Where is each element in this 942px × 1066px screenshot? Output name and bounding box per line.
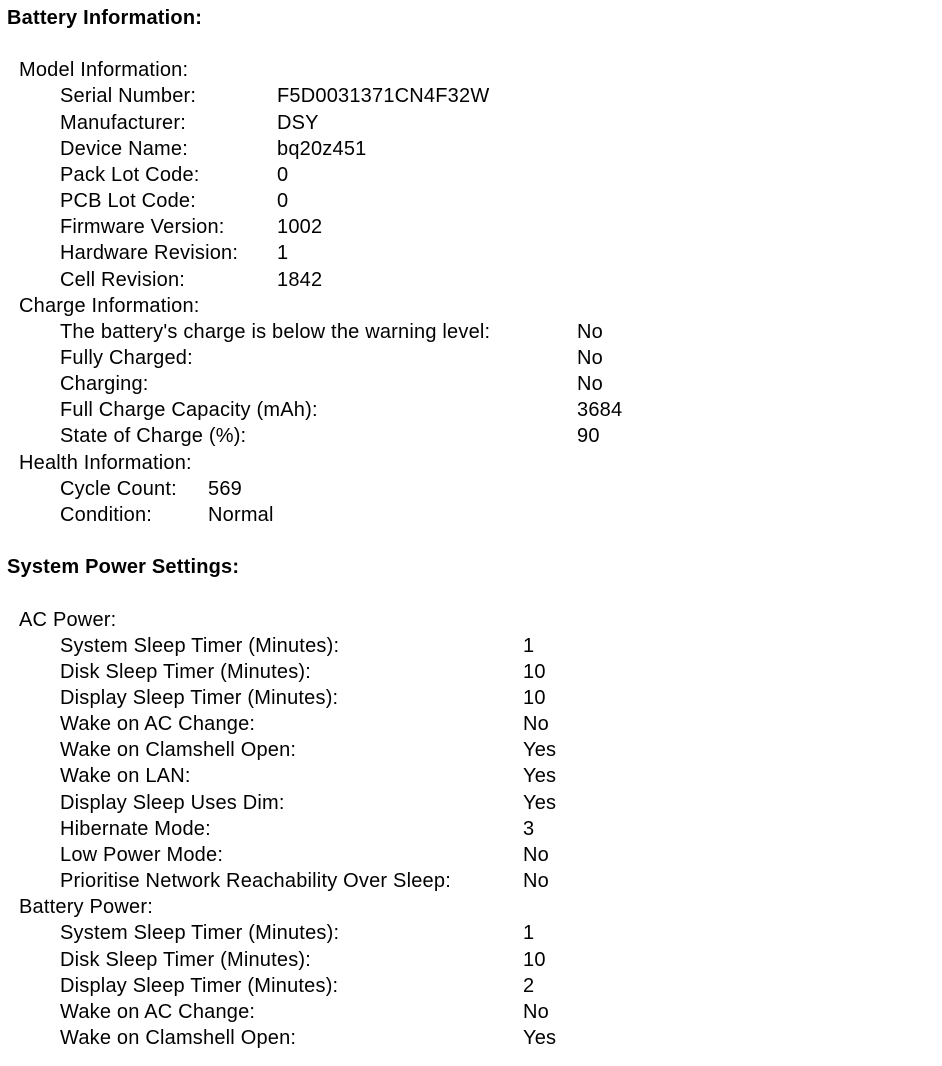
spec-label: Wake on AC Change: <box>60 713 256 736</box>
group-model-information <box>7 57 942 292</box>
spec-label: PCB Lot Code: <box>60 190 197 213</box>
spec-value: 2 <box>523 974 535 997</box>
spec-value: Yes <box>523 1027 557 1050</box>
spec-value: No <box>523 713 549 736</box>
spec-value: 10 <box>523 948 546 971</box>
spec-value: 3684 <box>577 399 623 422</box>
section-title-battery-information: Battery Information: <box>7 7 203 29</box>
spec-row-charging <box>7 371 942 397</box>
spec-label: State of Charge (%): <box>60 425 247 448</box>
spec-row-batt-disk-sleep-timer <box>7 947 942 973</box>
spec-label: Display Sleep Uses Dim: <box>60 791 285 814</box>
spec-value: 1 <box>523 634 535 657</box>
spec-label: System Sleep Timer (Minutes): <box>60 634 340 657</box>
spec-row-full-charge-capacity <box>7 397 942 423</box>
spec-label: Hibernate Mode: <box>60 817 211 840</box>
spec-row-ac-display-sleep-uses-dim <box>7 790 942 816</box>
spec-row-ac-wake-on-ac-change <box>7 711 942 737</box>
spec-value: 10 <box>523 687 546 710</box>
spec-label: Manufacturer: <box>60 111 186 134</box>
spec-row-ac-prioritise-network-reachability <box>7 868 942 894</box>
spec-label: Pack Lot Code: <box>60 163 200 186</box>
spec-value: DSY <box>277 111 319 134</box>
section-system-power-settings <box>7 554 942 1051</box>
spec-value: No <box>523 870 549 893</box>
spec-label: Condition: <box>60 503 153 526</box>
spec-row-ac-low-power-mode <box>7 842 942 868</box>
spec-row-device-name <box>7 136 942 162</box>
group-health-information <box>7 450 942 528</box>
spec-label: Cell Revision: <box>60 268 186 291</box>
spec-row-cycle-count <box>7 476 942 502</box>
spec-value: 1002 <box>277 216 323 239</box>
spec-label: Fully Charged: <box>60 347 193 370</box>
spec-row-batt-wake-on-ac-change <box>7 999 942 1025</box>
spec-value: 1 <box>277 242 289 265</box>
spec-value: No <box>523 843 549 866</box>
spec-label: Cycle Count: <box>60 477 177 500</box>
spec-label: Wake on AC Change: <box>60 1000 256 1023</box>
spec-row-manufacturer <box>7 110 942 136</box>
spec-value: 569 <box>208 477 242 500</box>
spec-label: Display Sleep Timer (Minutes): <box>60 687 339 710</box>
group-charge-information <box>7 293 942 450</box>
group-heading-charge-information: Charge Information: <box>19 294 200 317</box>
spec-value: bq20z451 <box>277 137 367 160</box>
spec-value: No <box>523 1000 549 1023</box>
spec-label: Wake on Clamshell Open: <box>60 739 297 762</box>
group-ac-power <box>7 607 942 895</box>
spec-row-cell-revision <box>7 267 942 293</box>
spec-row-warning-level <box>7 319 942 345</box>
spec-label: System Sleep Timer (Minutes): <box>60 922 340 945</box>
spec-label: Wake on LAN: <box>60 765 191 788</box>
group-heading-model-information: Model Information: <box>19 59 189 82</box>
spec-row-fully-charged <box>7 345 942 371</box>
spec-value: 0 <box>277 190 289 213</box>
spec-label: Serial Number: <box>60 85 197 108</box>
spec-row-ac-disk-sleep-timer <box>7 659 942 685</box>
spec-label: Full Charge Capacity (mAh): <box>60 399 318 422</box>
spec-label: Prioritise Network Reachability Over Sleep: <box>60 870 451 893</box>
spec-value: No <box>577 347 603 370</box>
spec-label: Charging: <box>60 373 149 396</box>
spec-value: 10 <box>523 660 546 683</box>
spec-row-pcb-lot-code <box>7 188 942 214</box>
spec-row-ac-wake-on-clamshell-open <box>7 737 942 763</box>
group-heading-battery-power: Battery Power: <box>19 896 153 919</box>
group-battery-power <box>7 894 942 1051</box>
spec-label: Wake on Clamshell Open: <box>60 1027 297 1050</box>
spec-value: Yes <box>523 765 557 788</box>
spec-label: Firmware Version: <box>60 216 225 239</box>
spec-value: Yes <box>523 791 557 814</box>
spec-row-batt-wake-on-clamshell-open <box>7 1025 942 1051</box>
group-heading-health-information: Health Information: <box>19 451 192 474</box>
spec-label: Display Sleep Timer (Minutes): <box>60 974 339 997</box>
spec-value: 0 <box>277 163 289 186</box>
spec-value: Normal <box>208 503 274 526</box>
spec-value: 90 <box>577 425 600 448</box>
spec-value: No <box>577 320 603 343</box>
spec-row-ac-system-sleep-timer <box>7 633 942 659</box>
spec-row-ac-wake-on-lan <box>7 763 942 789</box>
section-battery-information <box>7 5 942 528</box>
spec-row-pack-lot-code <box>7 162 942 188</box>
group-heading-ac-power: AC Power: <box>19 608 117 631</box>
spec-row-ac-hibernate-mode <box>7 816 942 842</box>
spec-label: Disk Sleep Timer (Minutes): <box>60 660 312 683</box>
spec-label: Low Power Mode: <box>60 843 224 866</box>
spec-row-hardware-revision <box>7 240 942 266</box>
section-title-system-power-settings: System Power Settings: <box>7 556 240 579</box>
spec-value: 1842 <box>277 268 323 291</box>
spec-label: Device Name: <box>60 137 188 160</box>
spec-row-firmware-version <box>7 214 942 240</box>
spec-label: The battery's charge is below the warning level: <box>60 320 491 343</box>
spec-row-batt-display-sleep-timer <box>7 973 942 999</box>
spec-label: Hardware Revision: <box>60 242 239 265</box>
spec-value: No <box>577 373 603 396</box>
spec-row-serial-number <box>7 83 942 109</box>
spec-row-batt-system-sleep-timer <box>7 920 942 946</box>
spec-value: F5D0031371CN4F32W <box>277 85 490 108</box>
spec-value: Yes <box>523 739 557 762</box>
spec-label: Disk Sleep Timer (Minutes): <box>60 948 312 971</box>
spec-value: 3 <box>523 817 535 840</box>
spec-row-condition <box>7 502 942 528</box>
spec-row-state-of-charge <box>7 423 942 449</box>
spec-row-ac-display-sleep-timer <box>7 685 942 711</box>
spec-value: 1 <box>523 922 535 945</box>
